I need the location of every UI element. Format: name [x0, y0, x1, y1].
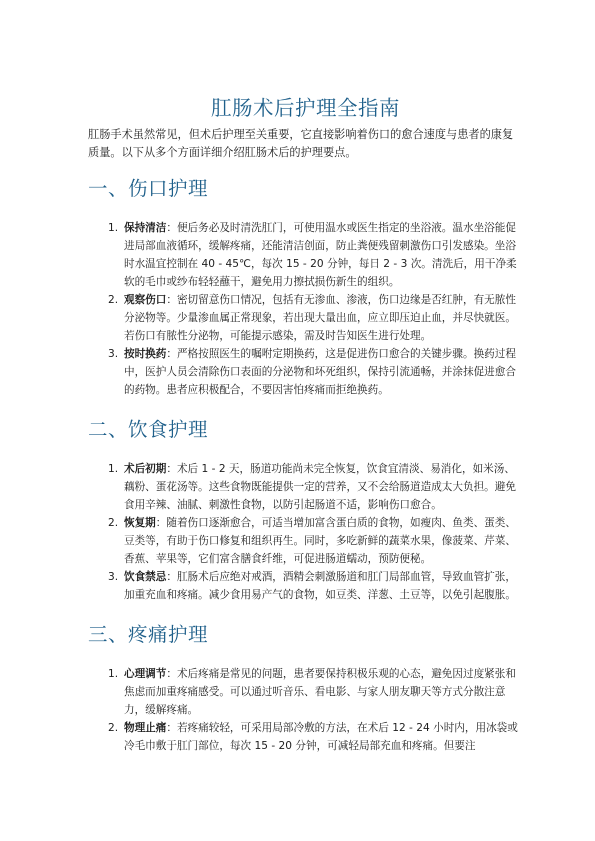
list-item	[108, 291, 523, 345]
item-text: ：密切留意伤口情况，包括有无渗血、渗液，伤口边缘是否红肿，有无脓性分泌物等。少量渗血属正常现象，若出现大量出血，应立即压迫止血，并尽快就医。若伤口有脓性分泌物，可能提示感染，需及时告知医生进行处理。	[124, 294, 516, 342]
item-number: 1.	[108, 222, 119, 234]
diet-care-list	[88, 460, 523, 604]
item-number: 2.	[108, 722, 119, 734]
section-heading-diet-care: 二、饮食护理	[88, 418, 209, 441]
item-label: 观察伤口	[124, 294, 167, 306]
item-text: ：便后务必及时清洗肛门，可使用温水或医生指定的坐浴液。温水坐浴能促进局部血液循环，缓解疼痛，还能清洁创面，防止粪便残留刺激伤口引发感染。坐浴时水温宜控制在 40 - 45℃，每次 15 - 20 分钟，每日 2 - 3 次。清洗后，用干净柔软的毛巾或纱布轻轻蘸干，避免用力擦拭损伤新生的组织。	[124, 222, 517, 288]
list-item	[108, 460, 523, 514]
item-text: ：术后 1 - 2 天，肠道功能尚未完全恢复，饮食宜清淡、易消化，如米汤、藕粉、蛋花汤等。这些食物既能提供一定的营养，又不会给肠道造成太大负担。避免食用辛辣、油腻、刺激性食物，以防引起肠道不适，影响伤口愈合。	[124, 463, 516, 511]
list-item	[108, 345, 523, 399]
item-label: 恢复期	[124, 517, 156, 529]
section-heading-wound-care: 一、伤口护理	[88, 177, 209, 200]
item-label: 心理调节	[124, 668, 167, 680]
item-number: 3.	[108, 571, 119, 583]
item-number: 2.	[108, 294, 119, 306]
document-title: 肛肠术后护理全指南	[211, 96, 400, 120]
item-label: 保持清洁	[124, 222, 167, 234]
item-text: ：若疼痛较轻，可采用局部冷敷的方法，在术后 12 - 24 小时内，用冰袋或冷毛巾敷于肛门部位，每次 15 - 20 分钟，可减轻局部充血和疼痛。但要注	[124, 722, 518, 752]
item-label: 按时换药	[124, 348, 167, 360]
list-item	[108, 219, 523, 291]
item-label: 物理止痛	[124, 722, 167, 734]
list-item	[108, 514, 523, 568]
list-item	[108, 665, 523, 719]
item-text: ：严格按照医生的嘱咐定期换药，这是促进伤口愈合的关键步骤。换药过程中，医护人员会清除伤口表面的分泌物和坏死组织，保持引流通畅，并涂抹促进愈合的药物。患者应积极配合，不要因害怕疼痛而拒绝换药。	[124, 348, 516, 396]
item-text: ：随着伤口逐渐愈合，可适当增加富含蛋白质的食物，如瘦肉、鱼类、蛋类、豆类等，有助于伤口修复和组织再生。同时，多吃新鲜的蔬菜水果，像菠菜、芹菜、香蕉、苹果等，它们富含膳食纤维，可促进肠道蠕动，预防便秘。	[124, 517, 516, 565]
list-item	[108, 719, 523, 755]
section-heading-pain-care: 三、疼痛护理	[88, 623, 209, 646]
intro-paragraph: 肛肠手术虽然常见，但术后护理至关重要，它直接影响着伤口的愈合速度与患者的康复质量。以下从多个方面详细介绍肛肠术后的护理要点。	[88, 128, 514, 159]
item-label: 术后初期	[124, 463, 167, 475]
item-text: ：肛肠术后应绝对戒酒，酒精会刺激肠道和肛门局部血管，导致血管扩张，加重充血和疼痛。减少食用易产气的食物，如豆类、洋葱、土豆等，以免引起腹胀。	[124, 571, 516, 601]
item-number: 3.	[108, 348, 119, 360]
item-number: 2.	[108, 517, 119, 529]
list-item	[108, 568, 523, 604]
wound-care-list	[88, 219, 523, 399]
item-text: ：术后疼痛是常见的问题，患者要保持积极乐观的心态，避免因过度紧张和焦虑而加重疼痛感受。可以通过听音乐、看电影、与家人朋友聊天等方式分散注意力，缓解疼痛。	[124, 668, 516, 716]
item-number: 1.	[108, 668, 119, 680]
pain-care-list	[88, 665, 523, 755]
item-label: 饮食禁忌	[124, 571, 167, 583]
item-number: 1.	[108, 463, 119, 475]
